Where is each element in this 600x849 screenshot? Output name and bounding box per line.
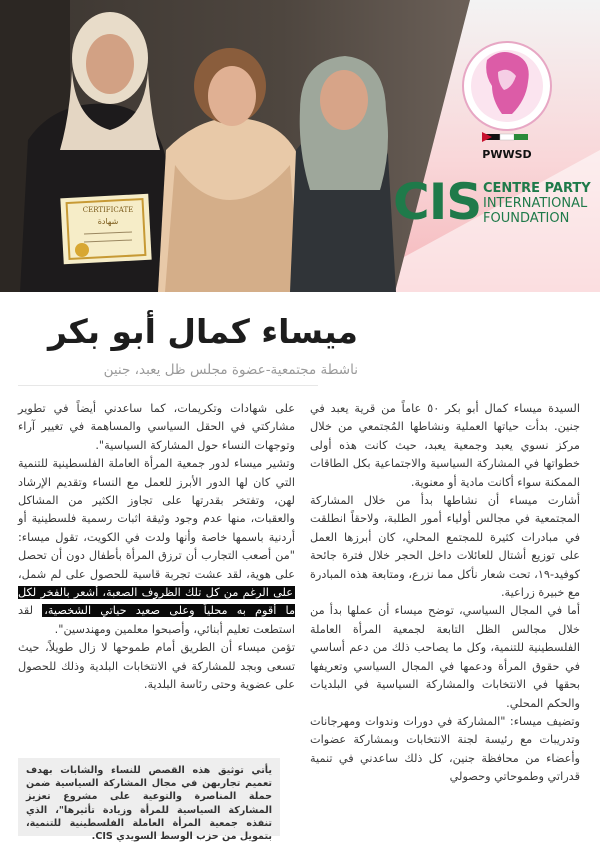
paragraph: وتضيف ميساء: "المشاركة في دورات وندوات ومهرجانات وتدريبات مع رئيسة لجنة الانتخابات وبمشاركة عضوات وأعضاء من محافظة جنين، كل ذلك ساعدني في تنمية قدراتي وطموحاتي وحصولي (310, 714, 580, 784)
highlighted-quote: على الرغم من كل تلك الظروف الصعبة، أشعر بالفخر لكل ما أقوم به محلياً وعلى صعيد حياتي الشخصية، (18, 586, 296, 618)
paragraph: تؤمن ميساء أن الطريق أمام طموحها لا زال طويلاً، حيث تسعى وبجد للمشاركة في الانتخابات البلدية وذلك للحصول على عضوية وحتى رئاسة البلدية. (18, 641, 295, 692)
paragraph: على شهادات وتكريمات، كما ساعدني أيضاً في تطوير مشاركتي في الحقل السياسي والمساهمة في تغيير آراء وتوجهات النساء حول المشاركة السياسية". (18, 402, 295, 452)
paragraph: أما في المجال السياسي، توضح ميساء أن عملها بدأ من خلال مجالس الظل التابعة لجمعية المرأة العاملة الفلسطينية للتنمية، وكل ما يصاحب ذلك من دعم أساسي في حقوق المرأة ودعمها في المجال السياسي وتعريفها بحقها في الانتخابات والمشاركة السياسية في البلديات والحكم المحلي. (310, 604, 580, 710)
paragraph: السيدة ميساء كمال أبو بكر ٥٠ عاماً من قرية يعبد في جنين. بدأت حياتها العملية ونشاطها المُجتمعي من خلال مركز نسوي يعبد وجمعية يعبد، حيث كانت هذه أولى خطواتها في المشاركة السياسية والاجتماعية بكل الطاقات الممكنة سواء أكانت مادية أو معنوية. (310, 402, 580, 489)
article-column-left (18, 400, 295, 695)
paragraph-text: وتشير ميساء لدور جمعية المرأة العاملة الفلسطينية للتنمية التي كان لها الدور الأبرز للعمل مع النساء وتقديم الإرشاد لهن، وتفتخر بقدرتها على تجاوز الكثير من المشاكل والعقبات، منها عدم وجود وثيقة اثبات رسمية فلسطينية أو أردنية باسمها خاصة وأنها ولدت في الكويت، تقول ميساء: "من أصعب التجارب أن ترزق المرأة بأطفال دون أن تحصل على هوية، لقد عشت تجربة قاسية للحصول على لم شمل، (18, 457, 295, 581)
cis-line-3: FOUNDATION (483, 211, 570, 226)
paragraph-text: لقد استطعت تعليم أبنائي، وأصبحوا معلمين ومهندسين". (18, 604, 295, 636)
pwwsd-logo (452, 30, 562, 165)
header-banner (0, 0, 600, 292)
cis-logo-text (483, 181, 591, 226)
woman-right-figure (290, 56, 396, 292)
cis-line-1: CENTRE PARTY (483, 181, 591, 196)
page-subtitle: ناشطة مجتمعية-عضوة مجلس ظل يعبد، جنين (103, 362, 358, 378)
paragraph: أشارت ميساء أن نشاطها بدأ من خلال المشاركة المجتمعية في مجالس أولياء أمور الطلبة، ولاحقاً انطلقت في مبادرات كثيرة للمجتمع المحلي، كان أبرزها العمل على توزيع أشتال للعائلات داخل الحجر خلال فترة جائحة كوفيد-١٩، تحت شعار نأكل مما نزرع، ومتابعة هذه المبادرة مع خبيرة زراعية. (310, 494, 580, 600)
pwwsd-label: PWWSD (482, 148, 532, 161)
certificate-document (60, 194, 151, 265)
paragraph (18, 455, 295, 639)
cis-logo-mark: CIS (393, 173, 482, 231)
certificate-heading: CERTIFICATE (82, 206, 134, 214)
title-divider (18, 385, 318, 386)
funding-note: يأتي توثيق هذه القصص للنساء والشابات بهدف تعميم تجاربهن في مجال المشاركة السياسية ضمن حملة المناصرة والتوعية على مشروع تعزيز المشاركة السياسية للمرأة وزيادة تأثيرها"، الذي تنفذه جمعية المرأة العاملة الفلسطينية للتنمية، بتمويل من حزب الوسط السويدي CIS. (18, 758, 280, 836)
cis-logo (393, 172, 593, 238)
page-title: ميساء كمال أبو بكر (47, 312, 358, 351)
cis-line-2: INTERNATIONAL (483, 196, 588, 211)
article-column-right (310, 400, 580, 787)
certificate-arabic-heading: شهادة (97, 217, 119, 226)
